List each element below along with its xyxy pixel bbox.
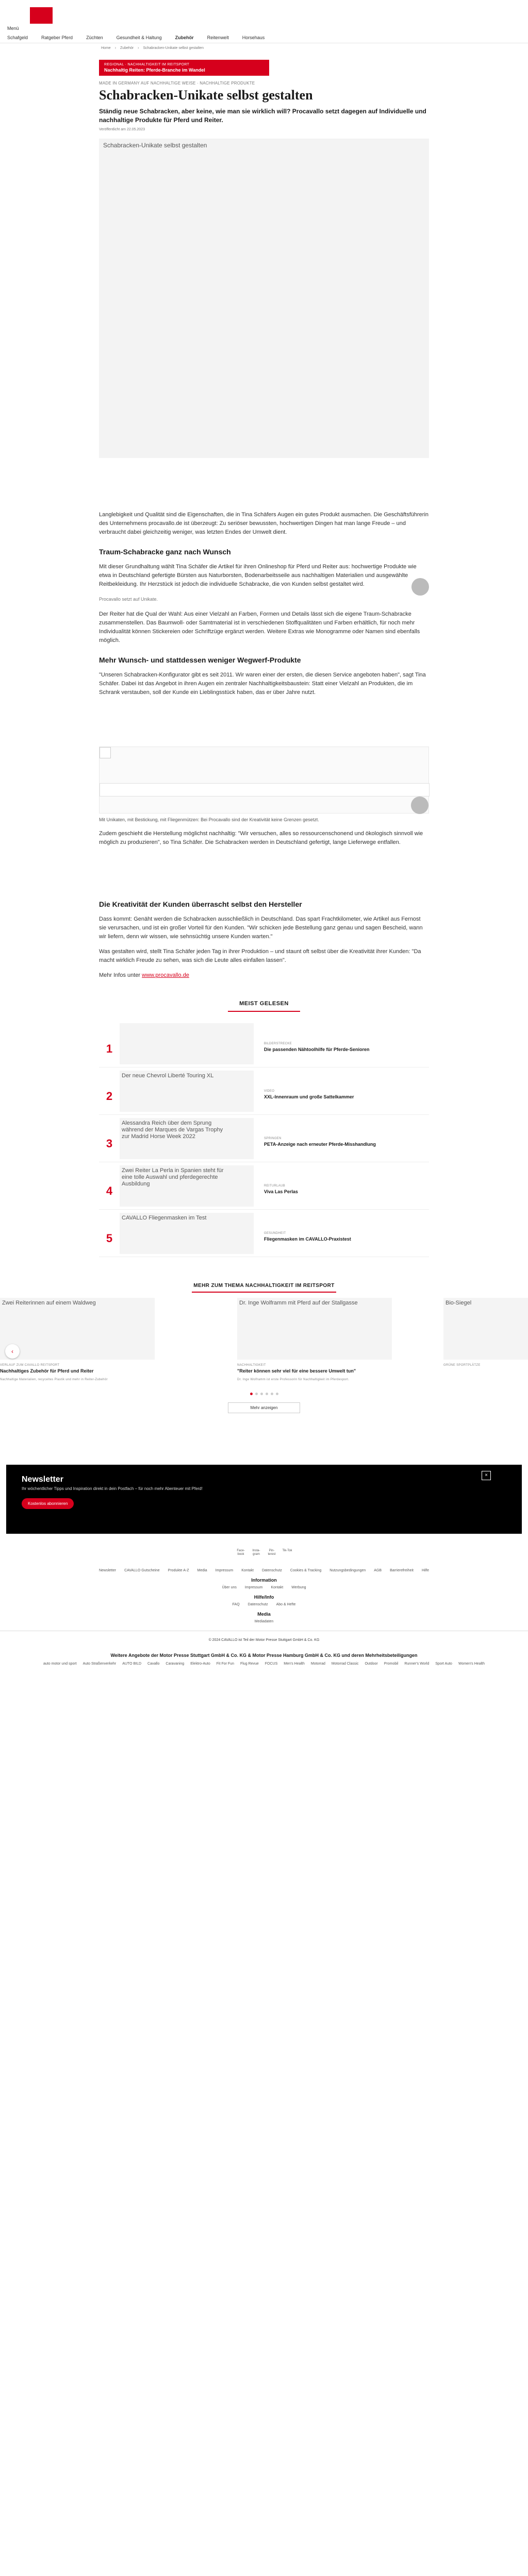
paragraph: Langlebigkeit und Qualität sind die Eigenschaften, die in Tina Schäfers Augen ein gutes Produkt ausmachen. Die Geschäftsführerin des Unternehmens procavallo.de ist überzeugt: Zu seriöser bewussten, hochwertigen Dingen hat man lange Freude – und verbraucht dabei gleichzeitig weniger, was letzten Endes der Umwelt dient. <box>99 512 429 535</box>
publisher-link[interactable]: Motorrad Classic <box>331 1662 359 1666</box>
banner-kicker: REGIONAL · NACHHALTIGKEIT IM REITSPORT <box>104 63 190 66</box>
rank-number: 4 <box>106 1184 113 1197</box>
footer-links <box>0 1603 528 1606</box>
publisher-link[interactable]: Fit For Fun <box>216 1662 234 1666</box>
newsletter-title: Newsletter <box>22 1475 63 1484</box>
publisher-link[interactable]: Auto Straßenverkehr <box>82 1662 117 1666</box>
publisher-link[interactable]: Motorrad <box>310 1662 325 1666</box>
paragraph: Mit dieser Grundhaltung wählt Tina Schäfer die Artikel für ihren Onlineshop für Pferd und Reiter aus: hochwertige Produkte wie etwa in Deutschland gefertigte Bürsten aus Naturborsten, Bodenarbeitsseile aus nachhaltigen Materialien und ausgewählte Reitbekleidung. Ihr Herzstück ist jedoch die individuelle Schabracke, die von Kunden selbst gestaltet wird. <box>99 564 417 587</box>
topbar <box>0 0 528 32</box>
carousel <box>0 1298 528 1391</box>
card-desc: Nachhaltige Materialien, recyceltes Plastik und mehr in Reiter-Zubehör <box>0 1378 108 1381</box>
footer-link[interactable]: Hilfe <box>422 1569 430 1572</box>
article-date: Veröffentlicht am 22.05.2023 <box>99 128 145 131</box>
list-item-image <box>120 1213 254 1254</box>
carousel-card[interactable] <box>0 1298 155 1381</box>
image-alt: Dr. Inge Wolframm mit Pferd auf der Stallgasse <box>239 1300 358 1306</box>
image-alt: Zwei Reiterinnen auf einem Waldweg <box>2 1300 96 1306</box>
list-item[interactable] <box>99 1210 429 1257</box>
carousel-dot[interactable] <box>255 1393 258 1395</box>
facebook-icon[interactable]: Face-book <box>237 1549 245 1556</box>
card-image <box>0 1298 155 1360</box>
copyright: © 2024 CAVALLO ist Teil der Motor Presse Stuttgart GmbH & Co. KG <box>208 1638 320 1642</box>
footer-link[interactable]: Datenschutz <box>261 1569 282 1572</box>
footer-link[interactable]: AGB <box>374 1569 382 1572</box>
paragraph: Zudem geschieht die Herstellung möglichst nachhaltig: "Wir versuchen, alles so ressourcenschonend und ökologisch sinnvoll wie möglich zu produzieren", so Tina Schäfer. Die Schabracken werden in Deutschland gefertigt, lange Lieferwege entfallen. <box>99 831 423 845</box>
footer-link[interactable]: Kontakt <box>271 1586 284 1589</box>
list-item-kicker: VIDEO <box>264 1089 275 1093</box>
footer-link[interactable]: Produkte A-Z <box>168 1569 189 1572</box>
topic-banner[interactable] <box>99 60 269 76</box>
footer-link[interactable]: Impressum <box>244 1586 263 1589</box>
publisher-link[interactable]: Flug Revue <box>240 1662 259 1666</box>
list-item-title: PETA-Anzeige nach erneuter Pferde-Misshandlung <box>264 1141 376 1147</box>
list-item-kicker: REITURLAUB <box>264 1184 286 1188</box>
footer-heading: Media <box>257 1612 271 1617</box>
banner-title: Nachhaltig Reiten: Pferde-Branche im Wandel <box>104 67 205 73</box>
publisher-link[interactable]: FOCUS <box>265 1662 278 1666</box>
list-item-title: Viva Las Perlas <box>264 1189 298 1194</box>
publisher-links <box>6 1662 522 1666</box>
list-item[interactable] <box>99 1162 429 1210</box>
related-section <box>0 1283 528 1413</box>
show-more-button[interactable]: Mehr anzeigen <box>228 1402 300 1413</box>
publisher-link[interactable]: Women's Health <box>458 1662 485 1666</box>
footer-link[interactable]: Über uns <box>222 1586 237 1589</box>
carousel-dot[interactable] <box>266 1393 268 1395</box>
more-info-label: Mehr Infos unter <box>99 972 141 978</box>
list-item-image <box>120 1165 254 1207</box>
publisher-link[interactable]: Cavallo <box>147 1662 160 1666</box>
most-read-title: MEIST GELESEN <box>228 1001 300 1012</box>
next-button[interactable] <box>411 796 428 814</box>
publisher-link[interactable]: AUTO BILD <box>122 1662 142 1666</box>
related-title: MEHR ZUM THEMA NACHHALTIGKEIT IM REITSPORT <box>192 1283 336 1293</box>
subheading: Traum-Schabracke ganz nach Wunsch <box>99 548 231 556</box>
nav-item[interactable]: Reitenwelt <box>207 35 229 40</box>
list-item-image <box>120 1023 254 1064</box>
publisher-link[interactable]: Sport Auto <box>435 1662 452 1666</box>
subheading: Die Kreativität der Kunden überrascht selbst den Hersteller <box>99 900 302 908</box>
publisher-link[interactable]: Men's Health <box>284 1662 305 1666</box>
footer <box>0 1549 528 1666</box>
chevron-left-icon[interactable]: ‹ <box>5 1344 20 1359</box>
card-title: "Reiter können sehr viel für eine bessere Umwelt tun" <box>237 1368 356 1374</box>
share-button[interactable] <box>411 578 429 596</box>
carousel-card[interactable] <box>237 1298 392 1381</box>
paragraph: "Unseren Schabracken-Konfigurator gibt es seit 2011. Wir waren einer der ersten, die diesen Service angeboten haben", sagt Tina Schäfer. Dabei ist das Angebot in ihren Augen ein zentraler Nachhaltigkeitsbaustein: Statt einer Vielzahl an Produkten, die im Schrank verstauben, soll der Kunde ein Lieblingsstück haben, das er über Jahre nutzt. <box>99 672 426 696</box>
carousel-dot[interactable] <box>276 1393 278 1395</box>
subheading: Mehr Wunsch- und stattdessen weniger Wegwerf-Produkte <box>99 656 301 664</box>
card-title: Nachhaltiges Zubehör für Pferd und Reiter <box>0 1368 94 1374</box>
carousel-card[interactable] <box>443 1298 528 1367</box>
paragraph: Procavallo setzt auf Unikate. <box>99 597 158 602</box>
footer-link[interactable]: Datenschutz <box>248 1603 268 1606</box>
list-item[interactable] <box>99 1115 429 1162</box>
paragraph: Der Reiter hat die Qual der Wahl: Aus einer Vielzahl an Farben, Formen und Details lässt sich die eigene Traum-Schabracke zusammenstellen. Das Baumwoll- oder Samtmaterial ist in verschiedenen Stoffqualitäten und Farben erhältlich, für noch mehr Individualität können Stickereien oder Schriftzüge ergänzt werden. Weitere Extras wie Monogramme oder Namen sind ebenfalls möglich. <box>99 611 420 643</box>
publisher-link[interactable]: Outdoor <box>365 1662 378 1666</box>
footer-link[interactable]: Cookies & Tracking <box>290 1569 322 1572</box>
footer-links <box>0 1620 528 1623</box>
cavallo-logo[interactable] <box>30 7 53 24</box>
footer-link[interactable]: Abo & Hefte <box>276 1603 296 1606</box>
image-alt: Der neue Chevrol Liberté Touring XL <box>122 1072 214 1079</box>
newsletter-text: Ihr wöchentlicher Tipps und Inspiration direkt in dein Postfach – für noch mehr Abenteuer mit Pferd! <box>22 1486 203 1491</box>
list-item-kicker: SPRINGEN <box>264 1137 282 1140</box>
article-title: Schabracken-Unikate selbst gestalten <box>99 88 313 103</box>
main-nav <box>0 32 528 43</box>
paragraph: Was gestalten wird, stellt Tina Schäfer jeden Tag in ihrer Produktion – und staunt oft selbst über die Kreativität ihrer Kunden: "Da macht wirklich Freude zu sehen, was sich die Leute alles einfallen lassen". <box>99 948 421 963</box>
card-kicker: NACHHALTIGKEIT <box>237 1364 266 1367</box>
nav-item-active[interactable]: Zubehör <box>175 35 194 40</box>
card-image <box>237 1298 392 1360</box>
image-alt: CAVALLO Fliegenmasken im Test <box>122 1214 207 1221</box>
breadcrumb-item[interactable]: Zubehör <box>120 46 134 50</box>
paragraph: Dass kommt: Genäht werden die Schabracken ausschließlich in Deutschland. Das spart Frachtkilometer, wie Artikel aus Fernost sie verursachen, und ist ein großer Vorteil für den Kunden. "Wir schicken jede Bestellung ganz genau und sagen Bescheid, wann wir liefern, denn wir wissen, wie sehnsüchtig unsere Kunden warten." <box>99 916 423 940</box>
nav-item[interactable]: Schafgeld <box>7 35 28 40</box>
list-item-title: Die passenden Nähtoolhilfe für Pferde-Senioren <box>264 1046 370 1052</box>
carousel-dot[interactable] <box>250 1393 253 1395</box>
carousel-dot[interactable] <box>260 1393 263 1395</box>
article-lead: Ständig neue Schabracken, aber keine, wie man sie wirklich will? Procavallo setzt dagegen auf Individuelle und nachhaltige Produkte für Pferd und Reiter. <box>99 108 426 124</box>
list-item-kicker: GESUNDHEIT <box>264 1231 286 1235</box>
newsletter-box <box>6 1465 522 1534</box>
procavallo-link[interactable]: www.procavallo.de <box>142 972 189 978</box>
footer-heading: Hilfe/Info <box>254 1595 274 1600</box>
list-item-kicker: BILDERSTRECKE <box>264 1042 292 1045</box>
pinterest-icon[interactable]: Pin-terest <box>268 1549 276 1556</box>
rank-number: 3 <box>106 1137 113 1150</box>
close-icon[interactable]: × <box>482 1471 491 1480</box>
footer-link[interactable]: Nutzungsbedingungen <box>329 1569 366 1572</box>
footer-link[interactable]: FAQ <box>232 1603 240 1606</box>
carousel-dot[interactable] <box>271 1393 273 1395</box>
footer-link[interactable]: Media <box>197 1569 207 1572</box>
breadcrumb <box>0 43 528 56</box>
nav-item[interactable]: Züchten <box>86 35 103 40</box>
image-strip <box>100 783 430 796</box>
subscribe-button[interactable]: Kostenlos abonnieren <box>22 1498 74 1509</box>
footer-links <box>0 1569 528 1572</box>
list-item-title: Fliegenmasken im CAVALLO-Praxistest <box>264 1236 351 1242</box>
social-links <box>0 1549 528 1556</box>
more-offers-heading: Weitere Angebote der Motor Presse Stuttgart GmbH & Co. KG & Motor Presse Hamburg GmbH & Co. KG und deren Mehrheitsbeteiligungen <box>110 1653 418 1658</box>
list-item[interactable] <box>99 1067 429 1115</box>
image-alt: Zwei Reiter La Perla in Spanien steht für eine tolle Auswahl und pferdegerechte Ausbildung <box>122 1167 224 1187</box>
gallery-image[interactable] <box>99 747 429 814</box>
card-kicker: VERLAUF ZUM CAVALLO REITSPORT <box>0 1364 60 1367</box>
tiktok-icon[interactable]: Tik-Tok <box>282 1549 292 1552</box>
footer-link[interactable]: CAVALLO Gutscheine <box>124 1569 160 1572</box>
footer-link[interactable]: Impressum <box>215 1569 234 1572</box>
breadcrumb-separator: › <box>138 46 139 50</box>
nav-item[interactable]: Ratgeber Pferd <box>41 35 73 40</box>
list-item[interactable] <box>99 1020 429 1067</box>
rank-number: 2 <box>106 1089 113 1103</box>
list-item-image <box>120 1118 254 1159</box>
carousel-dots <box>0 1393 528 1395</box>
footer-link[interactable]: Newsletter <box>98 1569 117 1572</box>
breadcrumb-separator: › <box>114 46 117 50</box>
footer-link[interactable]: Barrierefreiheit <box>390 1569 414 1572</box>
publisher-link[interactable]: Caravaning <box>166 1662 185 1666</box>
rank-number: 1 <box>106 1042 113 1055</box>
footer-links <box>0 1586 528 1589</box>
rank-number: 5 <box>106 1231 113 1245</box>
publisher-link[interactable]: Runner's World <box>404 1662 430 1666</box>
hero-image-alt: Schabracken-Unikate selbst gestalten <box>103 142 207 149</box>
image-alt: Bio-Siegel <box>446 1300 472 1306</box>
image-placeholder-icon <box>100 747 111 758</box>
hero-image <box>99 139 429 458</box>
nav-item[interactable]: Gesundheit & Haltung <box>116 35 162 40</box>
article <box>99 60 429 980</box>
publisher-link[interactable]: Promobil <box>384 1662 399 1666</box>
article-kicker: MADE IN GERMANY AUF NACHHALTIGE WEISE · NACHHALTIGE PRODUKTE <box>99 81 255 86</box>
publisher-link[interactable]: auto motor und sport <box>43 1662 77 1666</box>
footer-link[interactable]: Werbung <box>291 1586 306 1589</box>
breadcrumb-item[interactable]: Home <box>101 46 111 50</box>
instagram-icon[interactable]: Insta-gram <box>252 1549 260 1556</box>
most-read-section <box>99 1001 429 1257</box>
footer-heading: Information <box>251 1578 277 1583</box>
list-item-image <box>120 1071 254 1112</box>
publisher-link[interactable]: Elektro-Auto <box>190 1662 210 1666</box>
breadcrumb-item: Schabracken-Unikate selbst gestalten <box>143 46 204 50</box>
image-alt: Alessandra Reich über dem Sprung während der Marques de Vargas Trophy zur Madrid Horse Week 2022 <box>122 1120 223 1140</box>
card-desc: Dr. Inge Wolframm ist erste Professorin für Nachhaltigkeit im Pferdesport. <box>237 1378 350 1381</box>
card-image <box>443 1298 528 1360</box>
footer-link[interactable]: Kontakt <box>241 1569 254 1572</box>
footer-link[interactable]: Mediadaten <box>254 1620 274 1623</box>
menu-button[interactable]: Menü <box>7 26 19 31</box>
paragraph <box>99 971 429 980</box>
image-caption: Mit Unikaten, mit Bestickung, mit Fliegenmützen: Bei Procavallo sind der Kreativität keine Grenzen gesetzt. <box>99 817 319 822</box>
card-kicker: GRÜNE SPORTPLÄTZE <box>443 1364 481 1367</box>
list-item-title: XXL-Innenraum und große Sattelkammer <box>264 1094 354 1099</box>
nav-item[interactable]: Horsehaus <box>242 35 265 40</box>
